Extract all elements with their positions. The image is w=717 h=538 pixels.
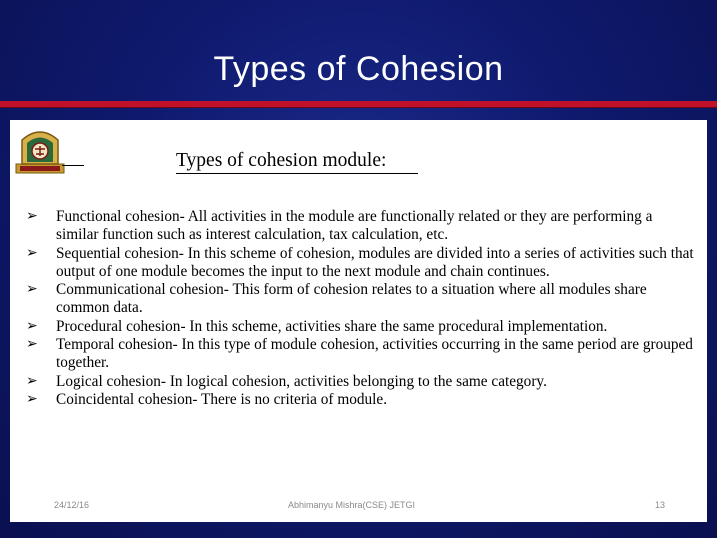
arrow-bullet-icon: ➢	[26, 337, 38, 353]
footer-date: 24/12/16	[54, 500, 90, 510]
list-item-text: Coincidental cohesion- There is no criteria of module.	[56, 390, 388, 408]
list-item	[26, 245, 696, 282]
list-item-text: Procedural cohesion- In this scheme, activities share the same procedural implementation.	[56, 317, 608, 335]
heading-underline	[176, 173, 418, 174]
list-item	[26, 336, 696, 373]
list-item-text: Sequential cohesion- In this scheme of cohesion, modules are divided into a series of activities such that output of one module becomes the input to the next module and chain continues.	[56, 244, 694, 280]
list-item-text: Logical cohesion- In logical cohesion, activities belonging to the same category.	[56, 372, 547, 390]
college-crest-icon	[14, 126, 66, 176]
slide-title: Types of Cohesion	[213, 50, 504, 88]
list-item	[26, 373, 696, 391]
arrow-bullet-icon: ➢	[26, 373, 38, 389]
logo-rule	[62, 165, 84, 166]
arrow-bullet-icon: ➢	[26, 318, 38, 334]
list-item-text: Functional cohesion- All activities in the module are functionally related or they are performing a similar function such as interest calculation, tax calculation, etc.	[56, 208, 653, 244]
list-item	[26, 318, 696, 336]
slide-footer	[10, 500, 707, 514]
arrow-bullet-icon: ➢	[26, 209, 38, 224]
arrow-bullet-icon: ➢	[26, 282, 38, 298]
list-item	[26, 391, 696, 409]
list-item-text: Temporal cohesion- In this type of module cohesion, activities occurring in the same period are grouped together.	[56, 336, 693, 372]
arrow-bullet-icon: ➢	[26, 391, 38, 407]
footer-author: Abhimanyu Mishra(CSE) JETGI	[288, 500, 416, 510]
list-item-text: Communicational cohesion- This form of cohesion relates to a situation where all modules share common data.	[56, 281, 647, 317]
title-divider	[0, 101, 717, 107]
arrow-bullet-icon: ➢	[26, 245, 38, 261]
slide-heading: Types of cohesion module:	[176, 150, 387, 171]
embedded-slide	[10, 120, 707, 522]
list-item	[26, 208, 696, 245]
list-item	[26, 281, 696, 318]
cohesion-list	[26, 208, 696, 409]
footer-page-number: 13	[654, 500, 665, 510]
